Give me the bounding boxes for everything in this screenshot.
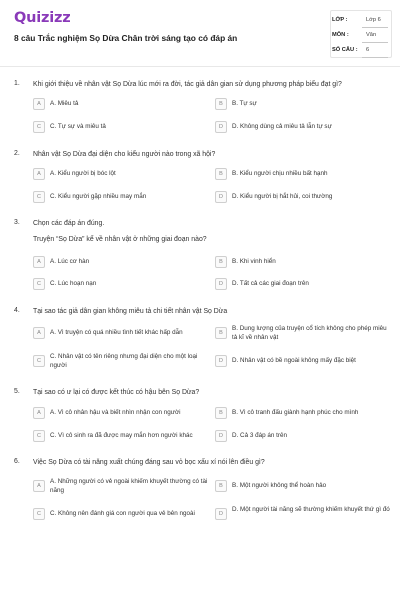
option-letter: D [215, 278, 227, 290]
option-letter: C [33, 278, 45, 290]
option-letter: B [215, 327, 227, 339]
option-letter: D [215, 508, 227, 520]
question-number: 5. [14, 388, 20, 395]
option-text: D. Cả 3 đáp án trên [232, 432, 287, 439]
option-text: B. Dung lượng của truyện cổ tích không cho phép miêu tả kĩ về nhân vật [232, 325, 387, 341]
meta-row-count [332, 44, 388, 59]
option-letter: B [215, 256, 227, 268]
option-text: A. Lúc cơ hàn [50, 258, 90, 265]
meta-underline [362, 42, 388, 43]
option-letter: B [215, 98, 227, 110]
meta-value: Lớp 6 [366, 17, 381, 23]
question-text: Tại sao có ư lại có được kết thúc có hậu bên Sọ Dừa? [33, 389, 200, 396]
option-text: C. Vì cô sinh ra đã được may mắn hơn người khác [50, 432, 193, 439]
meta-row-subject [332, 29, 388, 44]
quizizz-logo: Quizizz [14, 10, 71, 26]
option-text: C. Không nên đánh giá con người qua vẻ bên ngoài [50, 510, 195, 517]
option-text: C. Lúc hoạn nạn [50, 280, 97, 287]
option-text: D. Nhân vật có bề ngoài không mấy đặc biệt [232, 357, 356, 364]
meta-underline [362, 57, 388, 58]
meta-label: SỐ CÂU : [332, 47, 358, 53]
question-subtext: Truyện “Sọ Dừa” kể về nhân vật ở những giai đoạn nào? [33, 236, 207, 243]
question-text: Nhân vật Sọ Dừa đại diện cho kiểu người nào trong xã hội? [33, 151, 216, 158]
option-text: D. Kiểu người bị hắt hủi, coi thường [232, 193, 333, 200]
option-text: D. Không dùng cả miêu tả lẫn tự sự [232, 123, 332, 130]
option-text: B. Kiểu người chịu nhiều bất hạnh [232, 170, 328, 177]
question-text: Chọn các đáp án đúng. [33, 220, 105, 227]
question-text: Việc Sọ Dừa có tài năng xuất chúng đáng sau vỏ bọc xấu xí nói lên điều gì? [33, 459, 265, 466]
header-divider [0, 66, 400, 67]
option-text: A. Vì cô nhân hậu và biết nhìn nhận con người [50, 409, 181, 416]
meta-row-grade [332, 14, 388, 29]
option-letter: C [33, 355, 45, 367]
question-number: 2. [14, 150, 20, 157]
question-text: Tại sao tác giả dân gian không miêu tả chi tiết nhân vật Sọ Dừa [33, 308, 228, 315]
option-text: B. Vì cô tranh đấu giành hạnh phúc cho mình [232, 409, 359, 416]
option-letter: D [215, 191, 227, 203]
worksheet-header [0, 0, 400, 62]
option-text: A. Vì truyện có quá nhiều tình tiết khác hấp dẫn [50, 329, 183, 336]
option-letter: A [33, 480, 45, 492]
option-letter: B [215, 480, 227, 492]
option-letter: A [33, 407, 45, 419]
meta-value: Văn [366, 32, 377, 38]
option-text: A. Kiểu người bị bóc lột [50, 170, 116, 177]
option-letter: A [33, 256, 45, 268]
question-number: 1. [14, 80, 20, 87]
option-letter: C [33, 508, 45, 520]
meta-label: LỚP : [332, 17, 348, 23]
option-letter: C [33, 430, 45, 442]
question-number: 4. [14, 307, 20, 314]
option-text: B. Một người không thể hoàn hảo [232, 482, 327, 489]
question-text: Khi giới thiệu về nhân vật Sọ Dừa lúc mới ra đời, tác giả dân gian sử dụng phương pháp biểu đạt gì? [33, 81, 342, 88]
option-letter: C [33, 191, 45, 203]
option-text: A. Miêu tả [50, 100, 79, 107]
question-number: 6. [14, 458, 20, 465]
meta-value: 6 [366, 47, 370, 53]
meta-underline [362, 27, 388, 28]
option-letter: A [33, 168, 45, 180]
option-letter: B [215, 168, 227, 180]
question-number: 3. [14, 219, 20, 226]
option-letter: B [215, 407, 227, 419]
option-letter: D [215, 355, 227, 367]
option-text: D. Tất cả các giai đoạn trên [232, 280, 309, 287]
option-letter: D [215, 121, 227, 133]
option-text: C. Kiểu người gặp nhiều may mắn [50, 193, 147, 200]
option-letter: D [215, 430, 227, 442]
option-letter: A [33, 327, 45, 339]
option-text: B. Tự sự [232, 100, 257, 107]
option-text: C. Nhân vật có tên riêng nhưng đại diện cho một loại người [50, 353, 198, 369]
option-letter: A [33, 98, 45, 110]
option-text: B. Khi vinh hiển [232, 258, 276, 265]
meta-label: MÔN : [332, 32, 349, 38]
option-text: C. Tự sự và miêu tả [50, 123, 106, 130]
option-text: D. Một người tài năng sẽ thường khiếm khuyết thứ gì đó [232, 506, 390, 513]
option-text: A. Những người có vẻ ngoài khiếm khuyết thường có tài năng [50, 478, 208, 494]
meta-panel [332, 14, 388, 59]
option-letter: C [33, 121, 45, 133]
page-title: 8 câu Trắc nghiệm Sọ Dừa Chân trời sáng tạo có đáp án [14, 33, 238, 43]
